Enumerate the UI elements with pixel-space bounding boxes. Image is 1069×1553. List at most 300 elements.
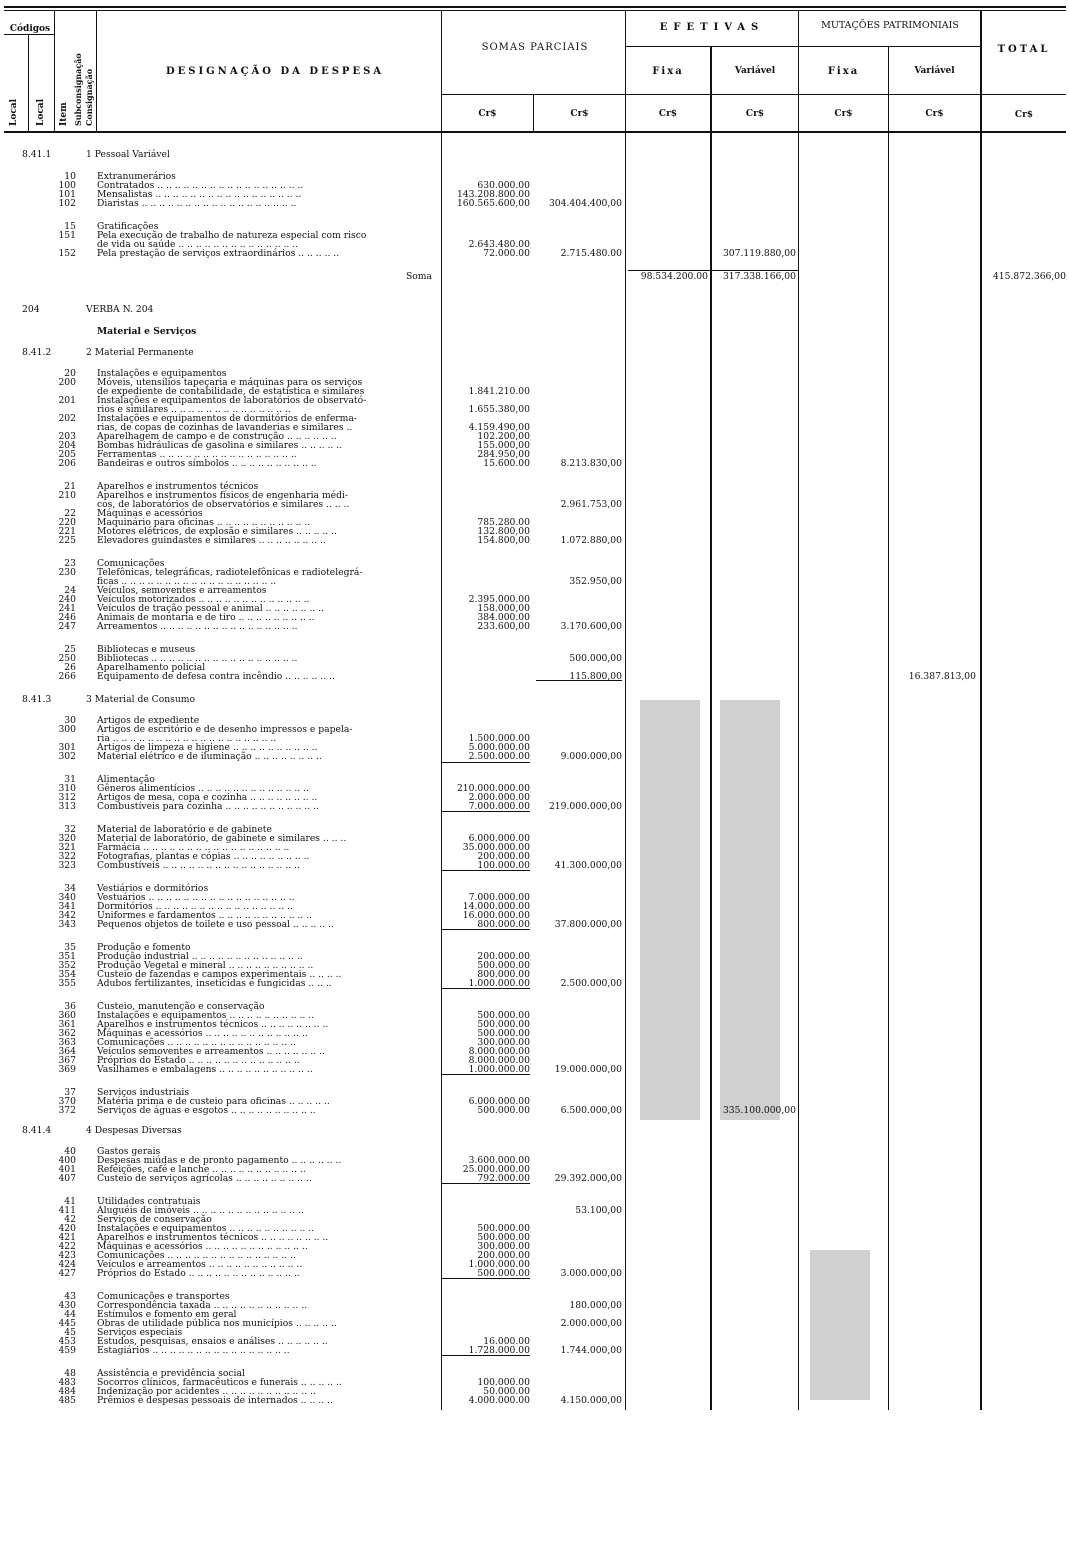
row-soma-parcial-1: 50.000.00 <box>483 1386 530 1397</box>
row-soma-parcial-2: 41.300.000,00 <box>554 860 622 871</box>
row-soma-parcial-1: 1.841.210.00 <box>468 386 530 397</box>
row-subconsignacao-code: 220 <box>58 517 76 528</box>
row-soma-parcial-1: 500.000.00 <box>477 1019 530 1030</box>
row-designacao: de vida ou saúde .. .. .. .. .. .. .. .. .. .. .. .. .. .. <box>97 239 299 250</box>
row-subconsignacao-code: 250 <box>58 653 76 664</box>
table-row <box>0 672 1069 681</box>
row-subconsignacao-code: 201 <box>58 395 76 406</box>
row-designacao: Serviços de águas e esgotos .. .. .. .. .. .. .. .. .. .. <box>97 1105 316 1116</box>
row-subconsignacao-code: 323 <box>58 860 76 871</box>
row-subconsignacao-code: 152 <box>58 248 76 259</box>
row-soma-parcial-1: 500.000.00 <box>477 1028 530 1039</box>
row-item-code: 23 <box>64 558 76 569</box>
row-designacao: Assistência e previdência social <box>97 1368 245 1379</box>
row-soma-parcial-1: 8.000.000.00 <box>468 1046 530 1057</box>
row-designacao: Bombas hidráulicas de gasolina e similares .. .. .. .. .. <box>97 440 343 451</box>
row-subconsignacao-code: 205 <box>58 449 76 460</box>
row-soma-parcial-2: 19.000.000,00 <box>554 1064 622 1075</box>
row-soma-parcial-2: 6.500.000,00 <box>560 1105 622 1116</box>
row-designacao: rios e similares .. .. .. .. .. .. .. .. .. .. .. .. .. .. <box>97 404 291 415</box>
row-soma-parcial-1: 25.000.000.00 <box>462 1164 530 1175</box>
row-soma-parcial-1: 792.000.00 <box>477 1173 530 1184</box>
row-subconsignacao-code: 363 <box>58 1037 76 1048</box>
row-subconsignacao-code: 340 <box>58 892 76 903</box>
header-currency-total: Cr$ <box>1014 110 1034 120</box>
row-soma-parcial-1: 785.280.00 <box>477 517 530 528</box>
table-row <box>0 348 1069 357</box>
row-item-code: 22 <box>64 508 76 519</box>
row-subconsignacao-code: 206 <box>58 458 76 469</box>
row-soma-parcial-1: 6.000.000.00 <box>468 1096 530 1107</box>
row-designacao: Indenização por acidentes .. .. .. .. .. .. .. .. .. .. .. <box>97 1386 316 1397</box>
table-row <box>0 979 1069 988</box>
row-item-code: 37 <box>64 1087 76 1098</box>
row-item-code: 32 <box>64 824 76 835</box>
row-soma-parcial-2: 115.800,00 <box>569 671 622 682</box>
row-soma-parcial-1: 300.000.00 <box>477 1241 530 1252</box>
row-soma-parcial-1: 100.000.00 <box>477 860 530 871</box>
row-designacao: Artigos de mesa, copa e cozinha .. .. .. .. .. .. .. .. <box>97 792 318 803</box>
row-subconsignacao-code: 230 <box>58 567 76 578</box>
row-designacao: Contratados .. .. .. .. .. .. .. .. .. .. .. .. .. .. .. .. .. <box>97 180 304 191</box>
row-designacao: Instalações e equipamentos <box>97 368 227 379</box>
row-designacao: Artigos de escritório e de desenho impressos e papela- <box>97 724 353 735</box>
row-subconsignacao-code: 102 <box>58 198 76 209</box>
row-soma-parcial-1: 132.800,00 <box>477 526 530 537</box>
row-efetiva-variavel: 335.100.000,00 <box>722 1105 796 1116</box>
row-item-code: 31 <box>64 774 76 785</box>
header-mutacoes-fixa: Fixa <box>827 66 860 77</box>
row-designacao: Estagiários .. .. .. .. .. .. .. .. .. .. .. .. .. .. .. .. <box>97 1345 290 1356</box>
row-designacao: Extranumerários <box>97 171 176 182</box>
row-item-code: 40 <box>64 1146 76 1157</box>
row-soma-parcial-1: 100.000.00 <box>477 1377 530 1388</box>
row-soma-parcial-1: 300.000.00 <box>477 1037 530 1048</box>
row-item-code: 34 <box>64 883 76 894</box>
table-row <box>0 249 1069 258</box>
row-mutacao-variavel: 16.387.813,00 <box>908 671 976 682</box>
row-designacao: Custeio de fazendas e campos experimentais .. .. .. .. <box>97 969 342 980</box>
row-soma-parcial-1: 200.000.00 <box>477 851 530 862</box>
row-designacao: Máquinas e acessórios .. .. .. .. .. .. .. .. .. .. .. .. <box>97 1241 308 1252</box>
row-subconsignacao-code: 484 <box>58 1386 76 1397</box>
row-item-code: 36 <box>64 1001 76 1012</box>
row-designacao: Adubos fertilizantes, inseticidas e fungicidas .. .. .. <box>97 978 332 989</box>
row-designacao: rias, de copas de cozinhas de lavanderias e similares .. <box>97 422 353 433</box>
row-efetiva-variavel: 317.338.166,00 <box>722 271 796 282</box>
row-soma-parcial-1: 1.000.000.00 <box>468 978 530 989</box>
row-designacao: Bibliotecas .. .. .. .. .. .. .. .. .. .. .. .. .. .. .. .. .. <box>97 653 298 664</box>
row-item-code: 25 <box>64 644 76 655</box>
table-row <box>0 1065 1069 1074</box>
header-currency-sp2: Cr$ <box>570 109 589 119</box>
row-subconsignacao-code: 407 <box>58 1173 76 1184</box>
row-item-code: 15 <box>64 221 76 232</box>
row-soma-parcial-1: 2.500.000.00 <box>468 751 530 762</box>
header-currency-mf: Cr$ <box>834 109 853 119</box>
row-designacao: Aparelhagem de campo e de construção .. .. .. .. .. .. <box>97 431 337 442</box>
row-subconsignacao-code: 372 <box>58 1105 76 1116</box>
row-soma-parcial-1: 500.000.00 <box>477 1105 530 1116</box>
row-designacao: Instalações e equipamentos de dormitórios de enferma- <box>97 413 357 424</box>
row-soma-parcial-1: 7.000.000.00 <box>468 892 530 903</box>
row-soma-parcial-2: 53.100,00 <box>575 1205 622 1216</box>
row-efetiva-fixa: 98.534.200.00 <box>640 271 708 282</box>
row-designacao: Instalações e equipamentos .. .. .. .. .. .. .. .. .. .. <box>97 1010 315 1021</box>
table-row <box>0 272 1069 281</box>
row-soma-parcial-1: 1.728.000.00 <box>468 1345 530 1356</box>
row-subconsignacao-code: 354 <box>58 969 76 980</box>
row-soma-parcial-1: 630.000.00 <box>477 180 530 191</box>
row-designacao: Comunicações e transportes <box>97 1291 230 1302</box>
row-soma-parcial-1: 14.000.000.00 <box>462 901 530 912</box>
row-subconsignacao-code: 101 <box>58 189 76 200</box>
row-designacao: Estudos, pesquisas, ensaios e análises .. .. .. .. .. .. <box>97 1336 328 1347</box>
row-soma-parcial-1: 800.000.00 <box>477 919 530 930</box>
row-designacao: 2 Material Permanente <box>86 347 194 358</box>
row-soma-parcial-2: 352.950,00 <box>569 576 622 587</box>
row-designacao: Socorros clínicos, farmacêuticos e funerais .. .. .. .. .. <box>97 1377 342 1388</box>
row-subconsignacao-code: 355 <box>58 978 76 989</box>
row-soma-parcial-1: 1.000.000.00 <box>468 1064 530 1075</box>
row-subconsignacao-code: 341 <box>58 901 76 912</box>
header-efetivas: EFETIVAS <box>659 22 765 33</box>
row-soma-parcial-2: 3.170.600,00 <box>560 621 622 632</box>
row-designacao: Custeio, manutenção e conservação <box>97 1001 265 1012</box>
row-subconsignacao-code: 313 <box>58 801 76 812</box>
row-subconsignacao-code: 151 <box>58 230 76 241</box>
row-soma-parcial-1: 2.395.000.00 <box>468 594 530 605</box>
row-soma-parcial-1: 143.208.800.00 <box>456 189 530 200</box>
row-designacao: Próprios do Estado .. .. .. .. .. .. .. .. .. .. .. .. .. <box>97 1055 300 1066</box>
row-subconsignacao-code: 210 <box>58 490 76 501</box>
row-soma-parcial-1: 16.000.00 <box>483 1336 530 1347</box>
row-subconsignacao-code: 483 <box>58 1377 76 1388</box>
row-soma-parcial-1: 4.159.490,00 <box>468 422 530 433</box>
row-soma-parcial-1: 1.000.000.00 <box>468 1259 530 1270</box>
row-designacao: Telefônicas, telegráficas, radiotelefônicas e radiotelegrá- <box>97 567 363 578</box>
row-soma-parcial-1: 800.000.00 <box>477 969 530 980</box>
row-subconsignacao-code: 362 <box>58 1028 76 1039</box>
row-designacao: Matéria prima e de custeio para oficinas .. .. .. .. .. <box>97 1096 330 1107</box>
header-mutacoes-variavel: Variável <box>914 66 955 76</box>
header-efetivas-variavel: Variável <box>734 66 776 76</box>
row-designacao: Animais de montaria e de tiro .. .. .. .. .. .. .. .. .. <box>97 612 315 623</box>
row-designacao: Pela execução de trabalho de natureza especial com risco <box>97 230 367 241</box>
row-designacao: Pela prestação de serviços extraordinários .. .. .. .. .. <box>97 248 340 259</box>
row-designacao: Serviços industriais <box>97 1087 190 1098</box>
row-soma-parcial-1: 72.000.00 <box>483 248 530 259</box>
header-currency-sp1: Cr$ <box>478 109 497 119</box>
row-designacao: Prêmios e despesas pessoais de internados .. .. .. .. <box>97 1395 333 1406</box>
table-row <box>0 1269 1069 1278</box>
header-subconsignacao: Subconsignação <box>73 53 83 126</box>
row-designacao: Material e Serviços <box>97 326 197 337</box>
row-soma-parcial-2: 219.000.000,00 <box>548 801 622 812</box>
row-item-code: 30 <box>64 715 76 726</box>
row-subconsignacao-code: 221 <box>58 526 76 537</box>
row-designacao: Artigos de expediente <box>97 715 200 726</box>
row-soma-parcial-1: 1.500.000.00 <box>468 733 530 744</box>
row-item-code: 48 <box>64 1368 76 1379</box>
row-subconsignacao-code: 420 <box>58 1223 76 1234</box>
row-designacao: Máquinas e acessórios <box>97 508 203 519</box>
row-designacao: Correspondência taxada .. .. .. .. .. .. .. .. .. .. .. <box>97 1300 308 1311</box>
row-designacao: Vestuários .. .. .. .. .. .. .. .. .. .. .. .. .. .. .. .. .. <box>97 892 295 903</box>
row-item-code: 21 <box>64 481 76 492</box>
row-designacao: Material elétrico e de iluminação .. .. .. .. .. .. .. .. <box>97 751 322 762</box>
row-designacao: de expediente de contabilidade, de estatística e similares <box>97 386 365 397</box>
table-row <box>0 695 1069 704</box>
row-subconsignacao-code: 427 <box>58 1268 76 1279</box>
row-designacao: Gratificações <box>97 221 159 232</box>
row-soma-parcial-1: 384.000.00 <box>477 612 530 623</box>
row-soma-parcial-2: 8.213.830,00 <box>560 458 622 469</box>
row-designacao: Produção industrial .. .. .. .. .. .. .. .. .. .. .. .. .. <box>97 951 303 962</box>
row-soma-parcial-2: 2.715.480.00 <box>560 248 622 259</box>
row-soma-parcial-1: 2.000.000.00 <box>468 792 530 803</box>
row-soma-parcial-2: 9.000.000,00 <box>560 751 622 762</box>
row-designacao: Bibliotecas e museus <box>97 644 196 655</box>
row-subconsignacao-code: 401 <box>58 1164 76 1175</box>
row-local-code: 204 <box>22 304 40 315</box>
row-designacao: Produção e fomento <box>97 942 191 953</box>
table-row <box>0 459 1069 468</box>
row-soma-parcial-1: 200.000.00 <box>477 951 530 962</box>
header-currency-ev: Cr$ <box>745 109 765 119</box>
row-subconsignacao-code: 240 <box>58 594 76 605</box>
row-subconsignacao-code: 200 <box>58 377 76 388</box>
row-subconsignacao-code: 100 <box>58 180 76 191</box>
row-subconsignacao-code: 445 <box>58 1318 76 1329</box>
row-soma-parcial-1: 4.000.000.00 <box>468 1395 530 1406</box>
row-designacao: Comunicações .. .. .. .. .. .. .. .. .. .. .. .. .. .. .. <box>97 1037 296 1048</box>
row-soma-parcial-1: 500.000.00 <box>477 1010 530 1021</box>
row-subconsignacao-code: 360 <box>58 1010 76 1021</box>
row-soma-parcial-2: 180.000,00 <box>569 1300 622 1311</box>
row-item-code: 24 <box>64 585 76 596</box>
row-soma-parcial-1: 2.643.480.00 <box>468 239 530 250</box>
row-subconsignacao-code: 202 <box>58 413 76 424</box>
row-subconsignacao-code: 421 <box>58 1232 76 1243</box>
row-soma-parcial-1: 15.600.00 <box>483 458 530 469</box>
row-soma-parcial-1: 102.200,00 <box>477 431 530 442</box>
row-soma-parcial-1: 200.000.00 <box>477 1250 530 1261</box>
row-subconsignacao-code: 422 <box>58 1241 76 1252</box>
row-designacao: Aparelhos e instrumentos técnicos <box>97 481 259 492</box>
row-soma-parcial-2: 37.800.000,00 <box>554 919 622 930</box>
row-soma-parcial-2: 29.392.000,00 <box>554 1173 622 1184</box>
row-designacao: Vestiários e dormitórios <box>97 883 209 894</box>
row-designacao: Máquinas e acessórios .. .. .. .. .. .. .. .. .. .. .. .. <box>97 1028 308 1039</box>
row-designacao: Combustíveis .. .. .. .. .. .. .. .. .. .. .. .. .. .. .. .. <box>97 860 300 871</box>
row-designacao: Aluguéis de imóveis .. .. .. .. .. .. .. .. .. .. .. .. .. <box>97 1205 304 1216</box>
row-subconsignacao-code: 342 <box>58 910 76 921</box>
row-designacao: Elevadores guindastes e similares .. .. .. .. .. .. .. .. <box>97 535 326 546</box>
row-subconsignacao-code: 266 <box>58 671 76 682</box>
row-designacao: Obras de utilidade pública nos municípios .. .. .. .. .. <box>97 1318 337 1329</box>
row-designacao: 1 Pessoal Variável <box>86 149 170 160</box>
header-total: TOTAL <box>997 44 1051 55</box>
table-row <box>0 622 1069 631</box>
row-subconsignacao-code: 459 <box>58 1345 76 1356</box>
row-subconsignacao-code: 302 <box>58 751 76 762</box>
row-soma-parcial-1: 7.000.000.00 <box>468 801 530 812</box>
row-designacao: Produção Vegetal e mineral .. .. .. .. .. .. .. .. .. .. <box>97 960 314 971</box>
table-row <box>0 802 1069 811</box>
table-row <box>0 920 1069 929</box>
row-designacao: Gastos gerais <box>97 1146 161 1157</box>
row-soma-parcial-2: 1.072.880,00 <box>560 535 622 546</box>
header-somas-parciais: SOMAS PARCIAIS <box>481 42 589 53</box>
row-subconsignacao-code: 367 <box>58 1055 76 1066</box>
row-designacao: 4 Despesas Diversas <box>86 1125 182 1136</box>
row-local-code: 8.41.3 <box>22 694 52 705</box>
row-soma-parcial-1: 155.000,00 <box>477 440 530 451</box>
row-designacao: VERBA N. 204 <box>86 304 154 315</box>
row-item-code: 42 <box>64 1214 76 1225</box>
row-soma-parcial-1: 16.000.000.00 <box>462 910 530 921</box>
row-soma-parcial-1: 500.000.00 <box>477 960 530 971</box>
row-subconsignacao-code: 351 <box>58 951 76 962</box>
row-designacao: Material de laboratório e de gabinete <box>97 824 272 835</box>
row-soma-parcial-2: 500.000,00 <box>569 653 622 664</box>
row-soma-parcial-2: 2.000.000,00 <box>560 1318 622 1329</box>
header-currency-mv: Cr$ <box>925 109 944 119</box>
row-designacao: Veículos de tração pessoal e animal .. .. .. .. .. .. .. <box>97 603 324 614</box>
row-soma-parcial-2: 2.961.753,00 <box>560 499 622 510</box>
header-item: Item <box>59 102 69 126</box>
table-row <box>0 199 1069 208</box>
header-mutacoes: MUTAÇÕES PATRIMONIAIS <box>821 20 959 31</box>
row-item-code: 41 <box>64 1196 76 1207</box>
row-designacao: Instalações e equipamentos .. .. .. .. .. .. .. .. .. .. <box>97 1223 315 1234</box>
row-designacao: Comunicações <box>97 558 165 569</box>
row-designacao: Artigos de limpeza e higiene .. .. .. .. .. .. .. .. .. .. <box>97 742 318 753</box>
table-row <box>0 536 1069 545</box>
row-designacao: Veículos motorizados .. .. .. .. .. .. .. .. .. .. .. .. .. <box>97 594 310 605</box>
row-designacao: Aparelhamento policial <box>97 662 206 673</box>
row-soma-parcial-1: 500.000.00 <box>477 1268 530 1279</box>
row-subconsignacao-code: 225 <box>58 535 76 546</box>
row-designacao: Fotografias, plantas e cópias .. .. .. .. .. .. .. .. .. <box>97 851 310 862</box>
table-row <box>0 1396 1069 1405</box>
header-consignacao: Consignação <box>84 68 94 126</box>
row-soma-parcial-1: 210.000.000.00 <box>456 783 530 794</box>
table-row <box>0 150 1069 159</box>
row-subconsignacao-code: 361 <box>58 1019 76 1030</box>
row-efetiva-variavel: 307.119.880,00 <box>722 248 796 259</box>
row-subconsignacao-code: 246 <box>58 612 76 623</box>
row-soma-parcial-1: 284.950,00 <box>477 449 530 460</box>
row-soma-parcial-1: 233.600,00 <box>477 621 530 632</box>
row-designacao: Maquinário para oficinas .. .. .. .. .. .. .. .. .. .. .. <box>97 517 311 528</box>
row-subconsignacao-code: 322 <box>58 851 76 862</box>
table-row <box>0 1174 1069 1183</box>
row-designacao: Veículos semoventes e arreamentos .. .. .. .. .. .. .. <box>97 1046 325 1057</box>
row-soma-parcial-2: 304.404.400,00 <box>548 198 622 209</box>
row-designacao: Serviços especiais <box>97 1327 183 1338</box>
row-subconsignacao-code: 203 <box>58 431 76 442</box>
row-soma-parcial-1: 154.800,00 <box>477 535 530 546</box>
row-designacao: Uniformes e fardamentos .. .. .. .. .. .. .. .. .. .. .. <box>97 910 313 921</box>
row-soma-parcial-2: 2.500.000,00 <box>560 978 622 989</box>
row-designacao: Vasilhames e embalagens .. .. .. .. .. .. .. .. .. .. .. <box>97 1064 313 1075</box>
row-designacao: Veículos, semoventes e arreamentos <box>97 585 267 596</box>
row-subconsignacao-code: 310 <box>58 783 76 794</box>
row-soma-parcial-2: 1.744.000,00 <box>560 1345 622 1356</box>
header-local-2: Local <box>36 98 46 126</box>
row-designacao: Pequenos objetos de toilete e uso pessoal .. .. .. .. .. <box>97 919 334 930</box>
row-item-code: 44 <box>64 1309 76 1320</box>
row-designacao: Mensalistas .. .. .. .. .. .. .. .. .. .. .. .. .. .. .. .. .. <box>97 189 302 200</box>
row-soma-parcial-1: 8.000.000.00 <box>468 1055 530 1066</box>
row-soma-parcial-1: 5.000.000.00 <box>468 742 530 753</box>
row-designacao: cos, de laboratórios de observatórios e similares .. .. .. <box>97 499 350 510</box>
row-designacao: Refeições, café e lanche .. .. .. .. .. .. .. .. .. .. .. <box>97 1164 306 1175</box>
row-designacao: Motores elétricos, de explosão e similares .. .. .. .. .. <box>97 526 337 537</box>
row-subconsignacao-code: 343 <box>58 919 76 930</box>
row-designacao: Gêneros alimentícios .. .. .. .. .. .. .. .. .. .. .. .. .. <box>97 783 309 794</box>
row-designacao: ria .. .. .. .. .. .. .. .. .. .. .. .. .. .. .. .. .. .. .. <box>97 733 277 744</box>
table-row <box>0 1346 1069 1355</box>
row-subconsignacao-code: 430 <box>58 1300 76 1311</box>
row-item-code: 20 <box>64 368 76 379</box>
header-currency-ef: Cr$ <box>658 109 678 119</box>
row-subconsignacao-code: 485 <box>58 1395 76 1406</box>
row-soma-parcial-1: 6.000.000.00 <box>468 833 530 844</box>
header-efetivas-fixa: Fixa <box>652 66 684 77</box>
row-designacao: Comunicações .. .. .. .. .. .. .. .. .. .. .. .. .. .. .. <box>97 1250 296 1261</box>
row-designacao: Serviços de conservação <box>97 1214 212 1225</box>
row-subconsignacao-code: 370 <box>58 1096 76 1107</box>
row-designacao: Veículos e arreamentos .. .. .. .. .. .. .. .. .. .. .. <box>97 1259 303 1270</box>
row-soma-parcial-1: 3.600.000.00 <box>468 1155 530 1166</box>
row-designacao: Aparelhos e instrumentos técnicos .. .. .. .. .. .. .. .. <box>97 1232 329 1243</box>
row-subconsignacao-code: 241 <box>58 603 76 614</box>
row-designacao: Próprios do Estado .. .. .. .. .. .. .. .. .. .. .. .. .. <box>97 1268 300 1279</box>
row-designacao: Aparelhos e instrumentos físicos de engenharia médi- <box>97 490 349 501</box>
row-subconsignacao-code: 204 <box>58 440 76 451</box>
table-row <box>0 327 1069 336</box>
row-local-code: 8.41.4 <box>22 1125 52 1136</box>
row-designacao: Combustíveis para cozinha .. .. .. .. .. .. .. .. .. .. .. <box>97 801 319 812</box>
table-row <box>0 1106 1069 1115</box>
row-designacao: Diaristas .. .. .. .. .. .. .. .. .. .. .. .. .. .. .. .. .. .. <box>97 198 297 209</box>
row-designacao: Custeio de serviços agrícolas .. .. .. .. .. .. .. .. .. <box>97 1173 312 1184</box>
row-designacao: Estímulos e fomento em geral <box>97 1309 237 1320</box>
row-soma-parcial-1: 160.565.600,00 <box>456 198 530 209</box>
row-subconsignacao-code: 320 <box>58 833 76 844</box>
row-subconsignacao-code: 424 <box>58 1259 76 1270</box>
row-designacao: Equipamento de defesa contra incêndio .. .. .. .. .. .. <box>97 671 335 682</box>
row-item-code: 43 <box>64 1291 76 1302</box>
header-designacao: DESIGNAÇÃO DA DESPESA <box>165 66 385 77</box>
table-row <box>0 305 1069 314</box>
row-subconsignacao-code: 301 <box>58 742 76 753</box>
row-designacao: Dormitórios .. .. .. .. .. .. .. .. .. .. .. .. .. .. .. .. <box>97 901 293 912</box>
row-designacao: Arreamentos .. .. .. .. .. .. .. .. .. .. .. .. .. .. .. .. <box>97 621 298 632</box>
table-row <box>0 752 1069 761</box>
row-subconsignacao-code: 352 <box>58 960 76 971</box>
row-designacao: Ferramentas .. .. .. .. .. .. .. .. .. .. .. .. .. .. .. .. <box>97 449 297 460</box>
row-subconsignacao-code: 400 <box>58 1155 76 1166</box>
row-designacao: Farmácia .. .. .. .. .. .. .. .. .. .. .. .. .. .. .. .. .. <box>97 842 290 853</box>
row-local-code: 8.41.1 <box>22 149 52 160</box>
row-soma-parcial-1: 500.000.00 <box>477 1223 530 1234</box>
row-designacao: Utilidades contratuais <box>97 1196 201 1207</box>
row-subconsignacao-code: 453 <box>58 1336 76 1347</box>
